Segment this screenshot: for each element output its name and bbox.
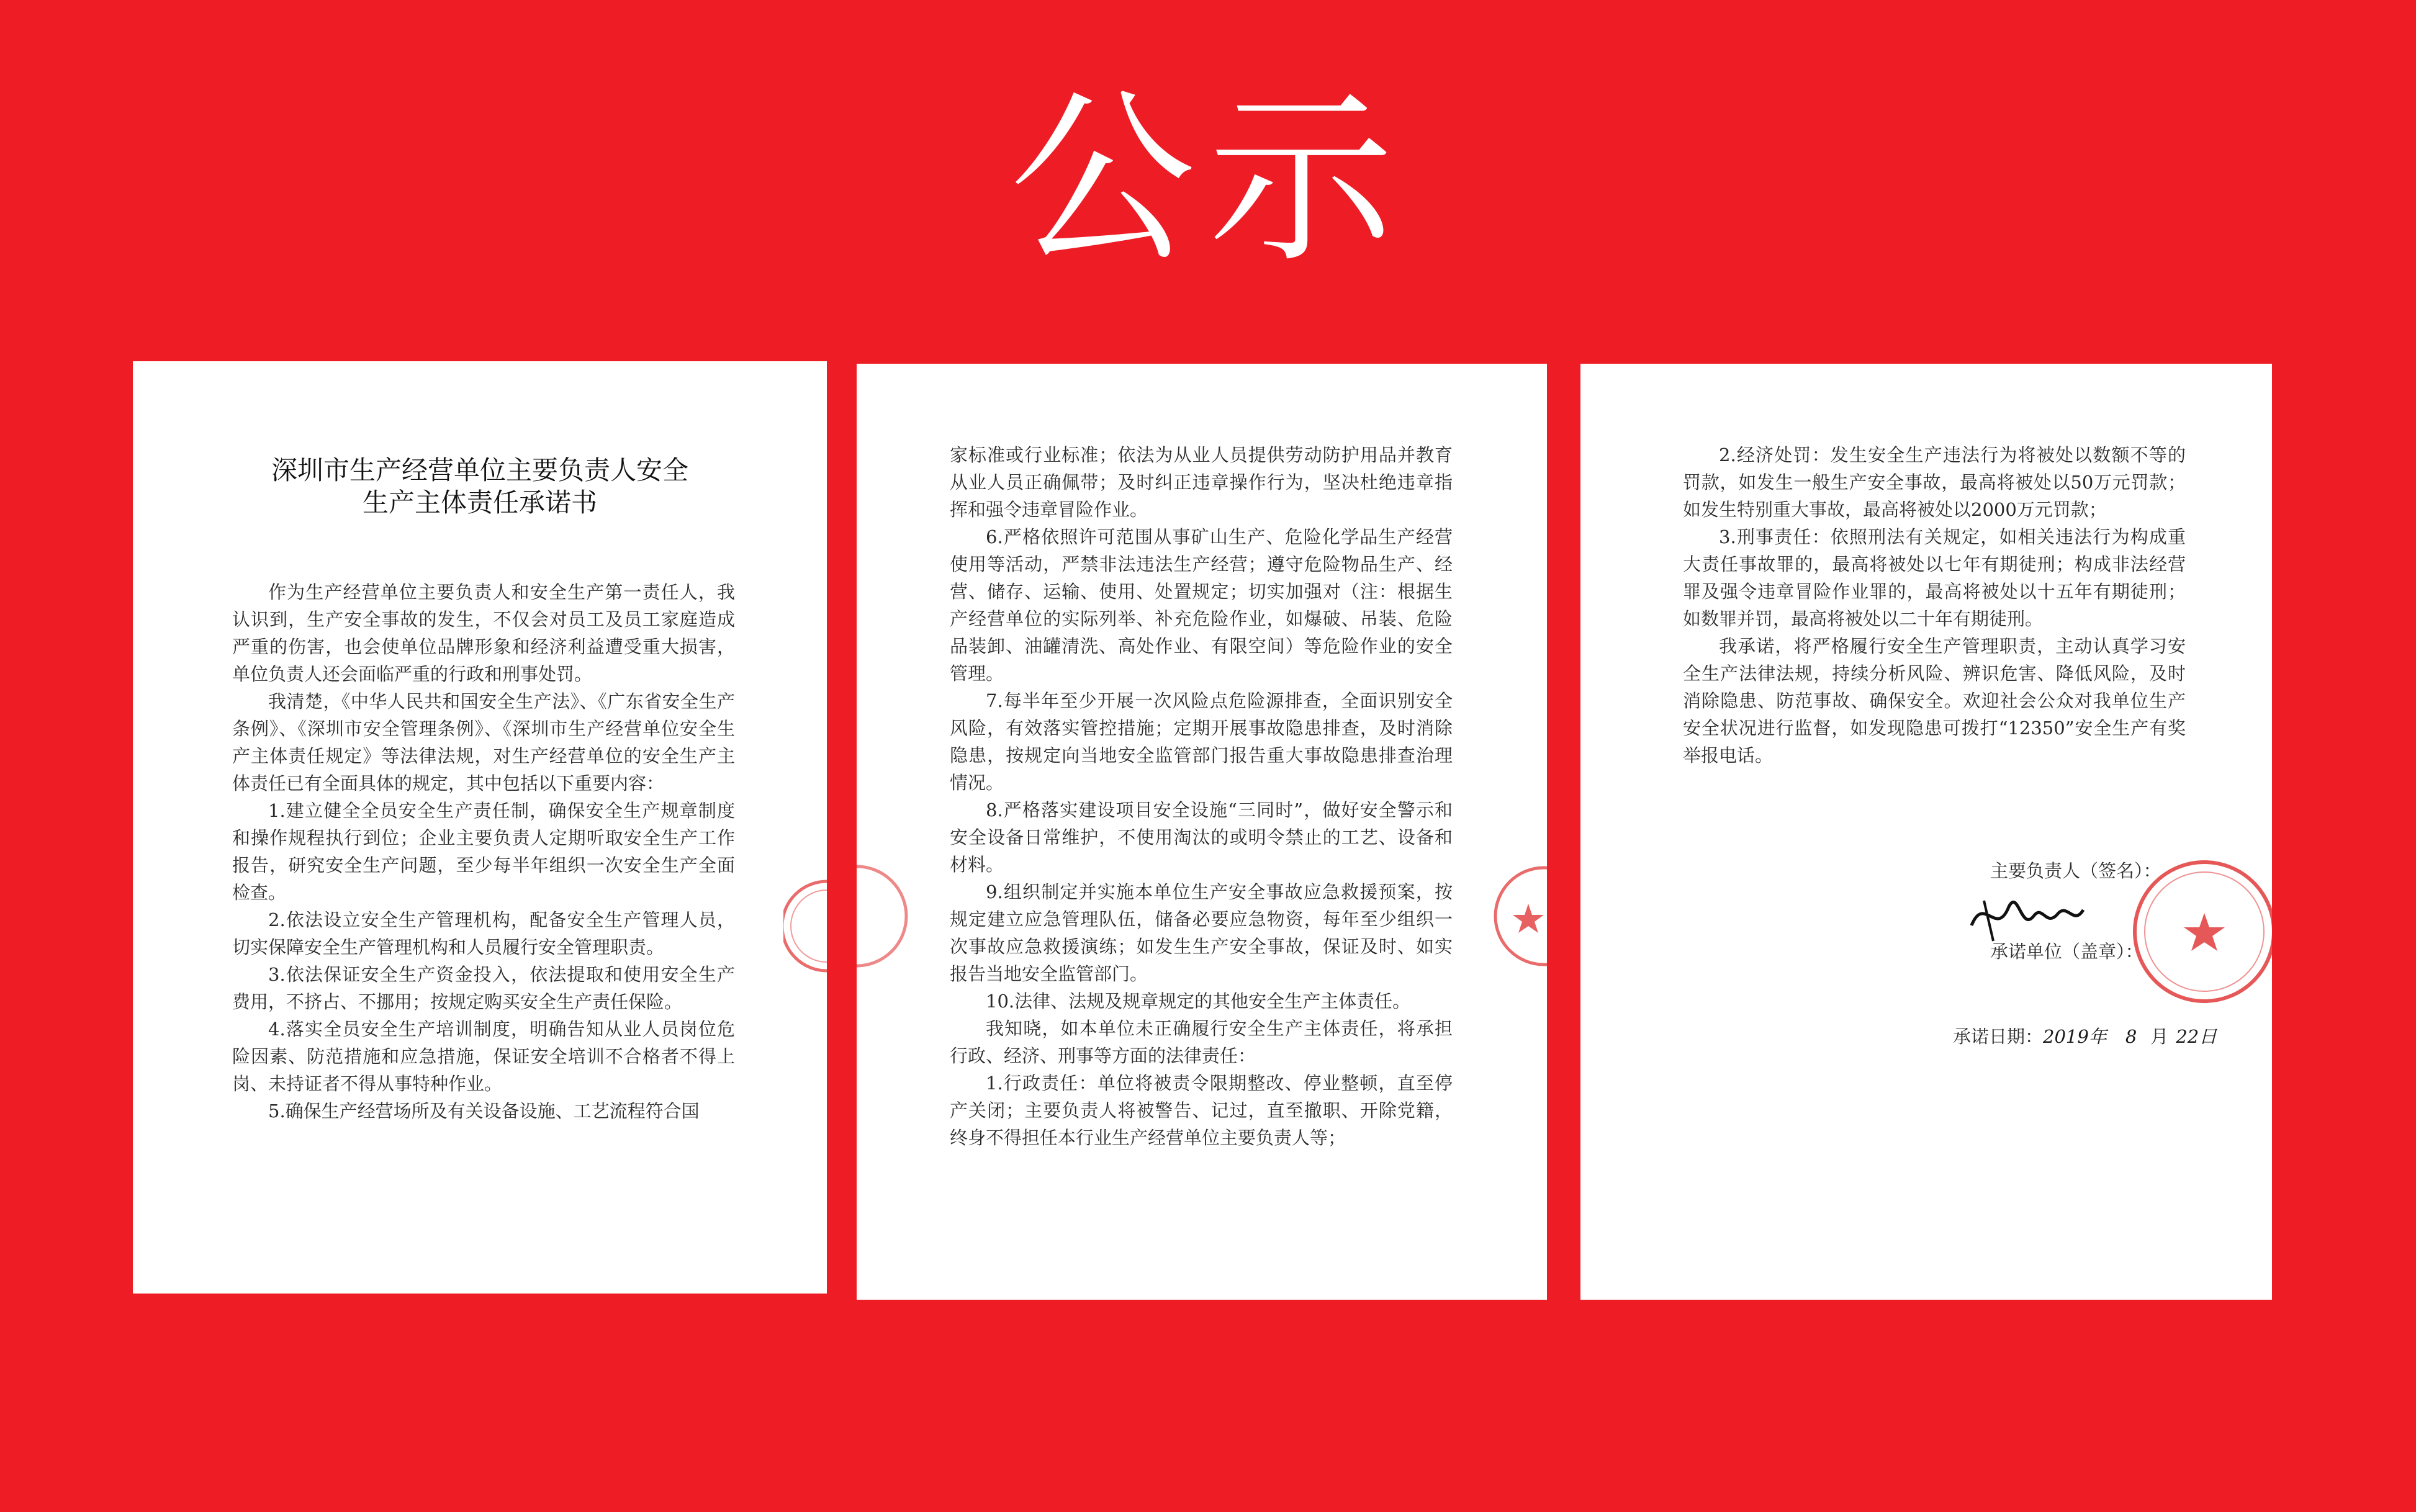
- page-2-body: [950, 441, 1453, 1151]
- paragraph: 我清楚，《中华人民共和国安全生产法》、《广东省安全生产条例》、《深圳市安全管理条例》、《深圳市生产经营单位安全生产主体责任规定》等法律法规，对生产经营单位的安全生产主体责任已有全面具体的规定，其中包括以下重要内容：: [232, 691, 735, 794]
- paragraph: 5.确保生产经营场所及有关设备设施、工艺流程符合国: [268, 1100, 700, 1122]
- date-year: 2019年: [2043, 1026, 2107, 1047]
- partial-seal-icon: [857, 860, 913, 972]
- date-day: 22日: [2176, 1026, 2217, 1047]
- partial-seal-icon: [1491, 860, 1547, 972]
- commitment-date: [1953, 1023, 2217, 1050]
- paragraph: 7.每半年至少开展一次风险点危险源排查，全面识别安全风险，有效落实管控措施；定期开展事故隐患排查，及时消除隐患，按规定向当地安全监管部门报告重大事故隐患排查治理情况。: [950, 690, 1453, 793]
- paragraph: 家标准或行业标准；依法为从业人员提供劳动防护用品并教育从业人员正确佩带；及时纠正违章操作行为，坚决杜绝违章指挥和强令违章冒险作业。: [950, 444, 1453, 520]
- document-title-line-2: 生产主体责任承诺书: [362, 487, 597, 518]
- date-month: 8: [2125, 1026, 2137, 1047]
- date-label: 承诺日期：: [1953, 1026, 2044, 1047]
- paragraph: 8.严格落实建设项目安全设施“三同时”，做好安全警示和安全设备日常维护，不使用淘汰的或明令禁止的工艺、设备和材料。: [950, 799, 1453, 875]
- paragraph: 3.依法保证安全生产资金投入，依法提取和使用安全生产费用，不挤占、不挪用；按规定购买安全生产责任保险。: [232, 964, 735, 1012]
- paragraph: 2.经济处罚：发生安全生产违法行为将被处以数额不等的罚款，如发生一般生产安全事故，最高将被处以50万元罚款；如发生特别重大事故，最高将被处以2000万元罚款；: [1683, 444, 2186, 520]
- paragraph: 我知晓，如本单位未正确履行安全生产主体责任，将承担行政、经济、刑事等方面的法律责任：: [950, 1018, 1453, 1066]
- document-page-3: [1580, 364, 2272, 1300]
- paragraph: 1.行政责任：单位将被责令限期整改、停业整顿，直至停产关闭；主要负责人将被警告、记过，直至撤职、开除党籍，终身不得担任本行业生产经营单位主要负责人等；: [950, 1073, 1453, 1148]
- paragraph: 作为生产经营单位主要负责人和安全生产第一责任人，我认识到，生产安全事故的发生，不仅会对员工及员工家庭造成严重的伤害，也会使单位品牌形象和经济利益遭受重大损害，单位负责人还会面临严重的行政和刑事处罚。: [232, 582, 735, 685]
- company-seal-icon: [2127, 854, 2272, 1009]
- signature-label: 主要负责人（签名）：: [1990, 860, 2161, 881]
- paragraph: 我承诺，将严格履行安全生产管理职责，主动认真学习安全生产法律法规，持续分析风险、辨识危害、降低风险，及时消除隐患、防范事故、确保安全。欢迎社会公众对我单位生产安全状况进行监督，如发现隐患可拨打“12350”安全生产有奖举报电话。: [1683, 636, 2186, 766]
- banner-title: 公示: [1009, 71, 1407, 288]
- page-3-body: [1683, 441, 2186, 769]
- paragraph: 10.法律、法规及规章规定的其他安全生产主体责任。: [986, 991, 1411, 1012]
- document-page-2: [857, 364, 1547, 1300]
- paragraph: 3.刑事责任：依照刑法有关规定，如相关违法行为构成重大责任事故罪的，最高将被处以七年有期徒刑；构成非法经营罪及强令违章冒险作业罪的，最高将被处以十五年有期徒刑；如数罪并罚，最高将被处以二十年有期徒刑。: [1683, 526, 2186, 629]
- paragraph: 4.落实全员安全生产培训制度，明确告知从业人员岗位危险因素、防范措施和应急措施，保证安全培训不合格者不得上岗、未持证者不得从事特种作业。: [232, 1019, 735, 1094]
- unit-label: 承诺单位（盖章）：: [1990, 941, 2143, 962]
- date-month-unit: 月: [2150, 1026, 2169, 1047]
- paragraph: 2.依法设立安全生产管理机构，配备安全生产管理人员，切实保障安全生产管理机构和人员履行安全管理职责。: [232, 909, 735, 958]
- document-page-1: [133, 361, 827, 1294]
- paragraph: 9.组织制定并实施本单位生产安全事故应急救援预案，按规定建立应急管理队伍，储备必要应急物资，每年至少组织一次事故应急救援演练；如发生生产安全事故，保证及时、如实报告当地安全监管部门。: [950, 881, 1453, 984]
- document-title-line-1: 深圳市生产经营单位主要负责人安全: [271, 455, 688, 485]
- page-1-body: [232, 578, 735, 1125]
- partial-seal-icon: [783, 870, 827, 982]
- paragraph: 1.建立健全全员安全生产责任制，确保安全生产规章制度和操作规程执行到位；企业主要负责人定期听取安全生产工作报告，研究安全生产问题，至少每半年组织一次安全生产全面检查。: [232, 800, 735, 903]
- paragraph: 6.严格依照许可范围从事矿山生产、危险化学品生产经营使用等活动，严禁非法违法生产经营；遵守危险物品生产、经营、储存、运输、使用、处置规定；切实加强对（注：根据生产经营单位的实际列举、补充危险作业，如爆破、吊装、危险品装卸、油罐清洗、高处作业、有限空间）等危险作业的安全管理。: [950, 526, 1453, 684]
